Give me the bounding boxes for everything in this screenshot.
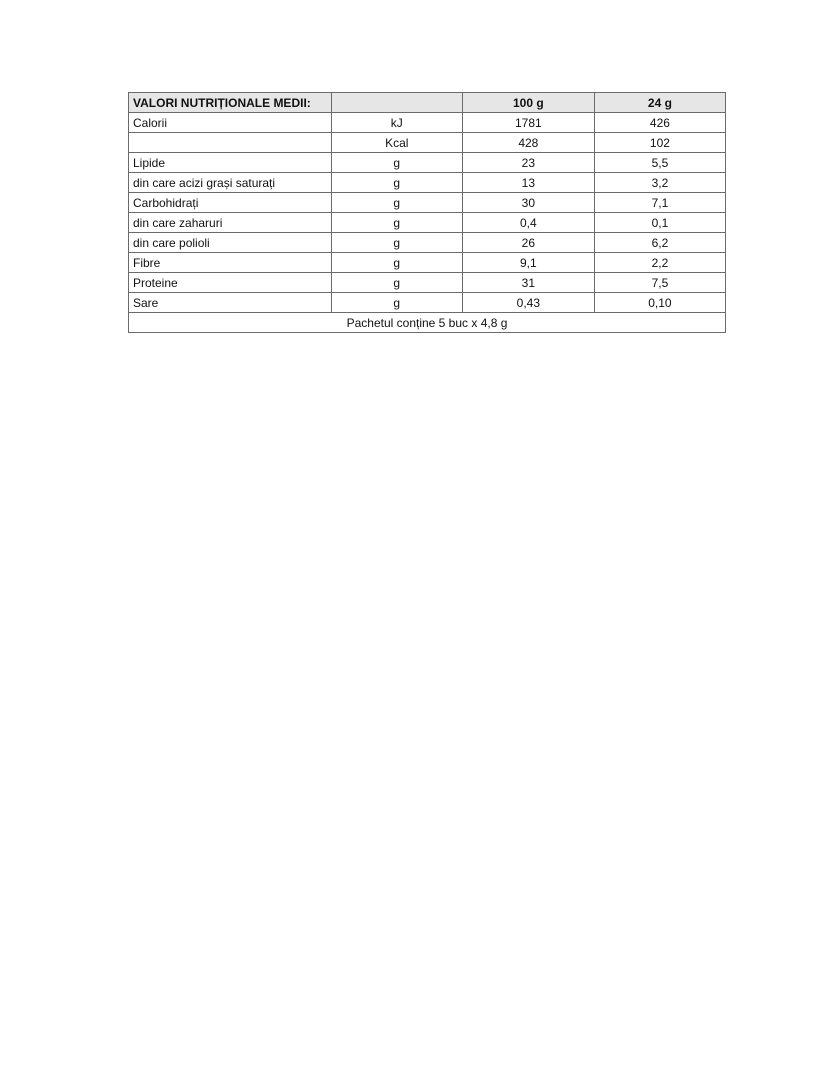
nutrient-name: Calorii [129,113,332,133]
nutrient-unit: g [331,293,462,313]
table-row [129,253,726,273]
table-row [129,273,726,293]
nutrient-unit: g [331,193,462,213]
nutrient-name: Sare [129,293,332,313]
value-per-24g: 426 [594,113,725,133]
value-per-24g: 7,1 [594,193,725,213]
nutrient-unit: g [331,173,462,193]
value-per-24g: 3,2 [594,173,725,193]
nutrient-name: din care zaharuri [129,213,332,233]
table-row [129,113,726,133]
table-footer-row [129,313,726,333]
value-per-24g: 5,5 [594,153,725,173]
nutrient-name: Fibre [129,253,332,273]
header-per-24g: 24 g [594,93,725,113]
value-per-24g: 0,10 [594,293,725,313]
value-per-24g: 0,1 [594,213,725,233]
nutrient-unit: g [331,233,462,253]
nutrient-name: din care acizi grași saturați [129,173,332,193]
table-row [129,133,726,153]
value-per-24g: 102 [594,133,725,153]
value-per-24g: 6,2 [594,233,725,253]
nutrient-name: Carbohidrați [129,193,332,213]
value-per-100g: 9,1 [462,253,594,273]
header-unit [331,93,462,113]
header-per-100g: 100 g [462,93,594,113]
nutrient-unit: g [331,213,462,233]
table-row [129,173,726,193]
table-row [129,213,726,233]
value-per-100g: 31 [462,273,594,293]
table-row [129,193,726,213]
nutrient-unit: Kcal [331,133,462,153]
table-row [129,293,726,313]
nutrient-name: Proteine [129,273,332,293]
value-per-100g: 1781 [462,113,594,133]
value-per-100g: 30 [462,193,594,213]
header-title: VALORI NUTRIȚIONALE MEDII: [129,93,332,113]
value-per-100g: 26 [462,233,594,253]
value-per-24g: 2,2 [594,253,725,273]
nutrition-table [128,92,726,333]
nutrient-name [129,133,332,153]
value-per-100g: 23 [462,153,594,173]
table-row [129,233,726,253]
value-per-24g: 7,5 [594,273,725,293]
nutrient-unit: kJ [331,113,462,133]
nutrient-name: din care polioli [129,233,332,253]
table-header-row [129,93,726,113]
value-per-100g: 0,4 [462,213,594,233]
value-per-100g: 13 [462,173,594,193]
nutrient-name: Lipide [129,153,332,173]
nutrient-unit: g [331,153,462,173]
nutrient-unit: g [331,253,462,273]
package-contents-note: Pachetul conține 5 buc x 4,8 g [129,313,726,333]
nutrient-unit: g [331,273,462,293]
value-per-100g: 428 [462,133,594,153]
value-per-100g: 0,43 [462,293,594,313]
table-row [129,153,726,173]
